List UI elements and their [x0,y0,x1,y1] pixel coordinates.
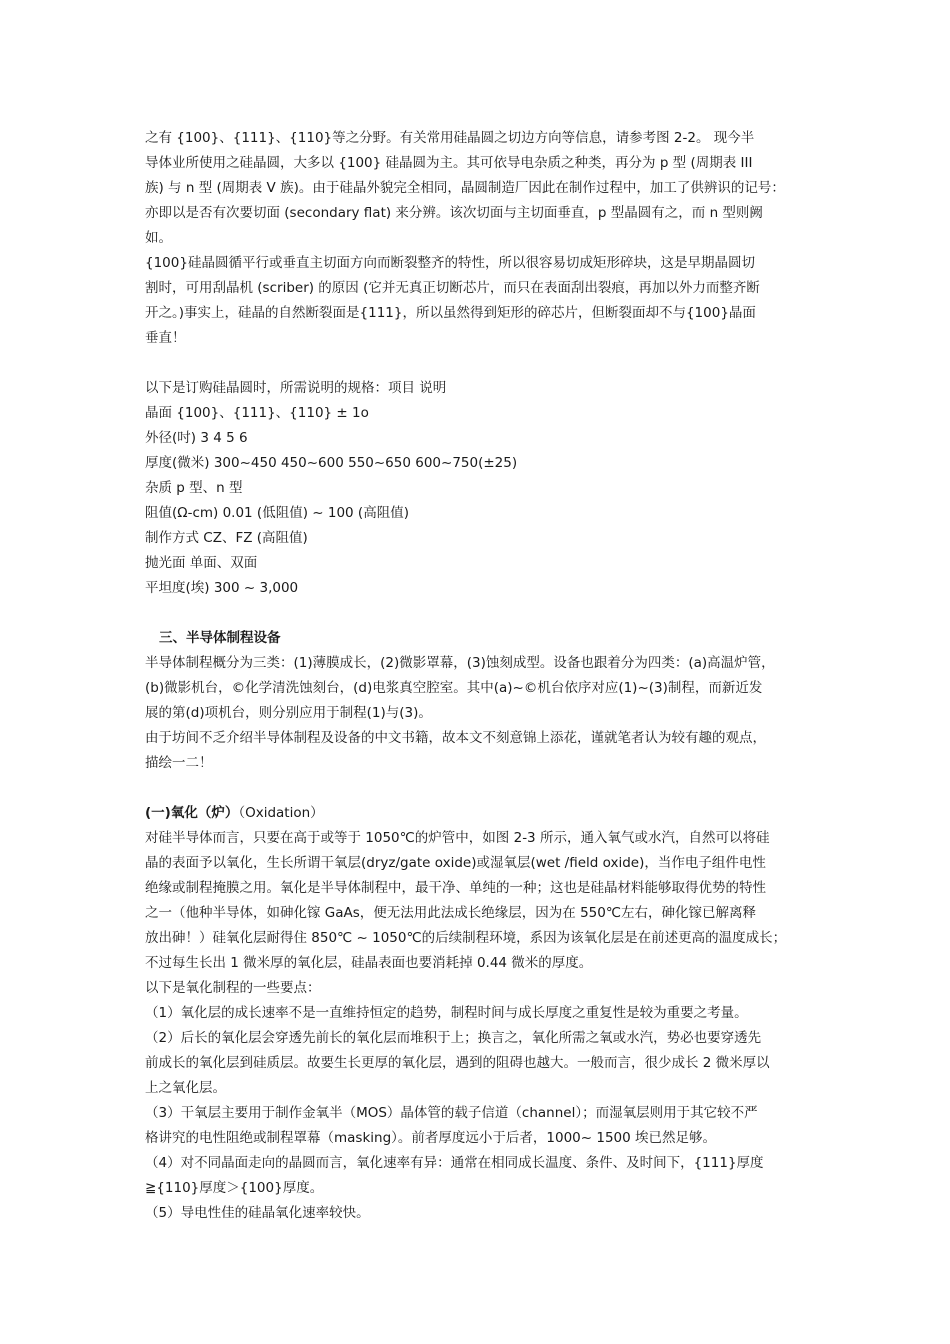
points-list [145,1001,812,1226]
equipment-paragraph [145,651,812,726]
text-line: 展的第(d)项机台，则分别应用于制程(1)与(3)。 [145,705,432,721]
text-line: 前成长的氧化层到硅质层。故要生长更厚的氧化层，遇到的阻碍也越大。一般而言，很少成长 2 微米厚以 [145,1055,770,1071]
intro-paragraph [145,126,812,251]
text-line: (b)微影机台，©化学清洗蚀刻台，(d)电浆真空腔室。其中(a)~©机台依序对应(1)~(3)制程，而新近发 [145,680,763,696]
text-line: 对硅半导体而言，只要在高于或等于 1050℃的炉管中，如图 2-3 所示，通入氧气或水汽，自然可以将硅 [145,830,770,846]
spec-list [145,376,812,601]
subsection-heading-bold: (一)氧化（炉） [145,805,239,821]
text-line: （5）导电性佳的硅晶氧化速率较快。 [145,1205,370,1221]
spec-row: 厚度(微米) 300~450 450~600 550~650 600~750(±25) [145,455,518,471]
text-line: 格讲究的电性阻绝或制程罩幕（masking）。前者厚度远小于后者，1000~ 1500 埃已然足够。 [145,1130,717,1146]
text-line: 导体业所使用之硅晶圆，大多以 {100} 硅晶圆为主。其可依导电杂质之种类，再分为 p 型 (周期表 III [145,155,753,171]
subsection-heading [145,801,812,826]
text-line: 半导体制程概分为三类：(1)薄膜成长，(2)微影罩幕，(3)蚀刻成型。设备也跟着分为四类：(a)高温炉管， [145,655,775,671]
list-item [145,1001,812,1026]
note-paragraph [145,726,812,776]
cleave-paragraph [145,251,812,351]
text-line: {100}硅晶圆循平行或垂直主切面方向而断裂整齐的特性，所以很容易切成矩形碎块，这是早期晶圆切 [145,255,755,271]
text-line: 开之。)事实上，硅晶的自然断裂面是{111}，所以虽然得到矩形的碎芯片，但断裂面却不与{100}晶面 [145,305,756,321]
spec-row: 杂质 p 型、n 型 [145,480,243,496]
text-line: （2）后长的氧化层会穿透先前长的氧化层而堆积于上；换言之，氧化所需之氧或水汽，势必也要穿透先 [145,1030,762,1046]
text-line: 放出砷！）硅氧化层耐得住 850℃ ~ 1050℃的后续制程环境，系因为该氧化层是在前述更高的温度成长； [145,930,787,946]
list-item [145,1151,812,1201]
text-line: （4）对不同晶面走向的晶圆而言，氧化速率有异：通常在相同成长温度、条件、及时间下，{111}厚度 [145,1155,764,1171]
text-line: 晶的表面予以氧化，生长所谓干氧层(dryz/gate oxide)或湿氧层(wet /field oxide)，当作电子组件电性 [145,855,766,871]
spacer [145,601,812,626]
spec-row: 制作方式 CZ、FZ (高阻值) [145,530,308,546]
text-line: 割时，可用刮晶机 (scriber) 的原因 (它并无真正切断芯片，而只在表面刮出裂痕，再加以外力而整齐断 [145,280,760,296]
list-item [145,1101,812,1151]
spacer [145,776,812,801]
text-line: 由于坊间不乏介绍半导体制程及设备的中文书籍，故本文不刻意锦上添花，谨就笔者认为较有趣的观点， [145,730,766,746]
spec-row: 晶面 {100}、{111}、{110} ± 1o [145,405,369,421]
text-line: （3）干氧层主要用于制作金氧半（MOS）晶体管的载子信道（channel）；而湿氧层则用于其它较不严 [145,1105,758,1121]
spec-intro: 以下是订购硅晶圆时，所需说明的规格：项目 说明 [145,380,447,396]
text-line: 亦即以是否有次要切面 (secondary flat) 来分辨。该次切面与主切面垂直，p 型晶圆有之，而 n 型则阙 [145,205,763,221]
text-line: 不过每生长出 1 微米厚的氧化层，硅晶表面也要消耗掉 0.44 微米的厚度。 [145,955,593,971]
oxidation-paragraph [145,826,812,976]
spacer [145,351,812,376]
list-item [145,1026,812,1101]
text-line: （1）氧化层的成长速率不是一直维持恒定的趋势，制程时间与成长厚度之重复性是较为重要之考量。 [145,1005,748,1021]
spec-row: 阻值(Ω-cm) 0.01 (低阻值) ~ 100 (高阻值) [145,505,409,521]
text-line: 族) 与 n 型 (周期表 V 族)。由于硅晶外貌完全相同，晶圆制造厂因此在制作过程中，加工了供辨识的记号： [145,180,785,196]
text-line: 如。 [145,230,172,246]
points-intro: 以下是氧化制程的一些要点： [145,980,321,996]
section-heading: 三、半导体制程设备 [159,630,281,646]
text-line: 描绘一二！ [145,755,213,771]
subsection-heading-english: （Oxidation） [238,805,324,821]
spec-row: 外径(吋) 3 4 5 6 [145,430,248,446]
text-line: 之一（他种半导体，如砷化镓 GaAs，便无法用此法成长绝缘层，因为在 550℃左右，砷化镓已解离释 [145,905,757,921]
list-item [145,1201,812,1226]
text-line: 之有 {100}、{111}、{110}等之分野。有关常用硅晶圆之切边方向等信息，请参考图 2-2。 现今半 [145,130,755,146]
text-line: 绝缘或制程掩膜之用。氧化是半导体制程中，最干净、单纯的一种；这也是硅晶材料能够取得优势的特性 [145,880,766,896]
text-line: 垂直！ [145,330,186,346]
spec-row: 平坦度(埃) 300 ~ 3,000 [145,580,299,596]
text-line: ≧{110}厚度＞{100}厚度。 [145,1180,324,1196]
text-line: 上之氧化层。 [145,1080,226,1096]
spec-row: 抛光面 单面、双面 [145,555,258,571]
